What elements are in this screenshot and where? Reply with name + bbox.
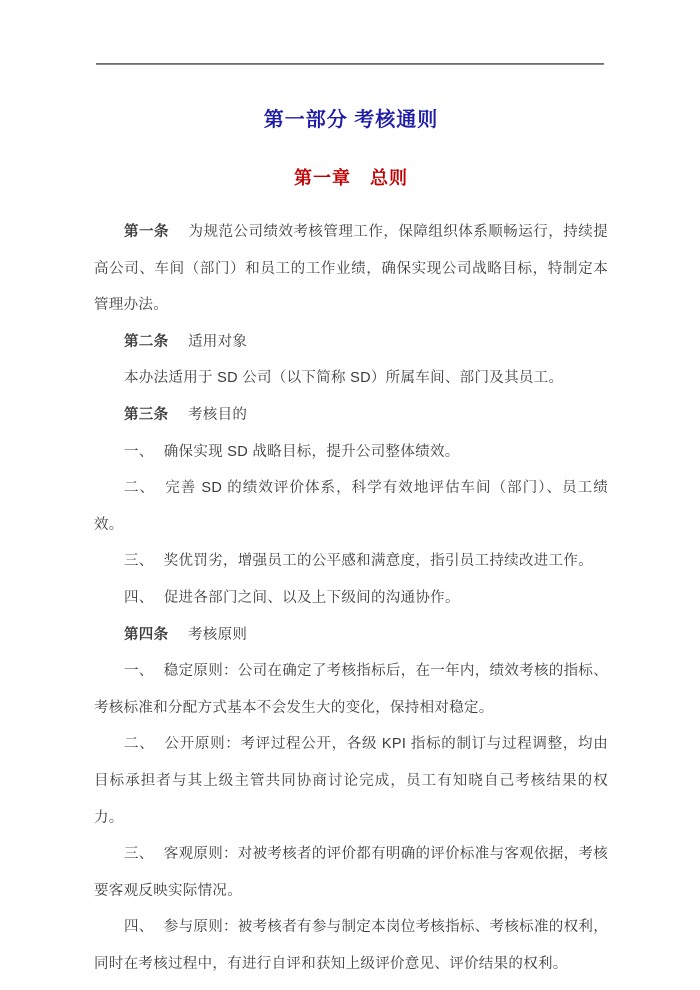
list-enumerator: 四、 — [124, 589, 154, 606]
paragraph-plain — [94, 360, 608, 397]
list-enumerator: 四、 — [124, 919, 154, 936]
paragraph-text: 公开原则：考评过程公开，各级 KPI 指标的制订与过程调整，均由目标承担者与其上级主管共同协商讨论完成，员工有知晓自己考核结果的权力。 — [94, 736, 608, 826]
article-label: 第四条 — [124, 626, 169, 643]
list-item-3 — [94, 543, 608, 580]
list-item-1 — [94, 434, 608, 471]
paragraph-text: 考核目的 — [187, 406, 248, 423]
paragraph-article-4 — [94, 617, 608, 654]
list-enumerator: 一、 — [124, 663, 154, 680]
article-label: 第一条 — [124, 224, 169, 240]
chapter-heading: 第一章 总则 — [294, 168, 408, 188]
paragraph-text: 考核原则 — [187, 626, 248, 643]
paragraph-article-3 — [94, 397, 608, 434]
paragraph-text: 本办法适用于 SD 公司（以下简称 SD）所属车间、部门及其员工。 — [124, 370, 564, 387]
paragraph-article-1 — [94, 214, 608, 324]
paragraph-list — [94, 214, 608, 982]
list-enumerator: 二、 — [124, 736, 155, 753]
principle-item-2 — [94, 726, 608, 836]
article-label: 第二条 — [124, 333, 169, 350]
paragraph-text: 适用对象 — [187, 333, 248, 350]
paragraph-text: 确保实现 SD 战略目标，提升公司整体绩效。 — [163, 443, 460, 460]
list-enumerator: 三、 — [124, 846, 154, 863]
principle-item-4 — [94, 909, 608, 982]
document-title: 第一部分 考核通则 — [263, 109, 439, 131]
paragraph-article-2 — [94, 324, 608, 361]
paragraph-text: 参与原则：被考核者有参与制定本岗位考核指标、考核标准的权利，同时在考核过程中，有进行自评和获知上级评价意见、评价结果的权利。 — [94, 919, 608, 972]
document-content — [94, 64, 608, 982]
paragraph-text: 客观原则：对被考核者的评价都有明确的评价标准与客观依据，考核要客观反映实际情况。 — [94, 846, 608, 899]
paragraph-text: 促进各部门之间、以及上下级间的沟通协作。 — [163, 589, 460, 606]
list-enumerator: 二、 — [124, 480, 156, 497]
paragraph-text: 稳定原则：公司在确定了考核指标后，在一年内，绩效考核的指标、考核标准和分配方式基本不会发生大的变化，保持相对稳定。 — [94, 663, 608, 716]
list-item-2 — [94, 470, 608, 543]
article-label: 第三条 — [124, 406, 169, 423]
list-item-4 — [94, 580, 608, 617]
paragraph-text: 奖优罚劣，增强员工的公平感和满意度，指引员工持续改进工作。 — [163, 553, 593, 570]
principle-item-3 — [94, 836, 608, 909]
list-enumerator: 三、 — [124, 553, 154, 570]
list-enumerator: 一、 — [124, 443, 154, 460]
principle-item-1 — [94, 653, 608, 726]
paragraph-text: 为规范公司绩效考核管理工作，保障组织体系顺畅运行，持续提高公司、车间（部门）和员工的工作业绩，确保实现公司战略目标，特制定本管理办法。 — [94, 224, 608, 314]
paragraph-text: 完善 SD 的绩效评价体系，科学有效地评估车间（部门）、员工绩效。 — [94, 480, 608, 533]
